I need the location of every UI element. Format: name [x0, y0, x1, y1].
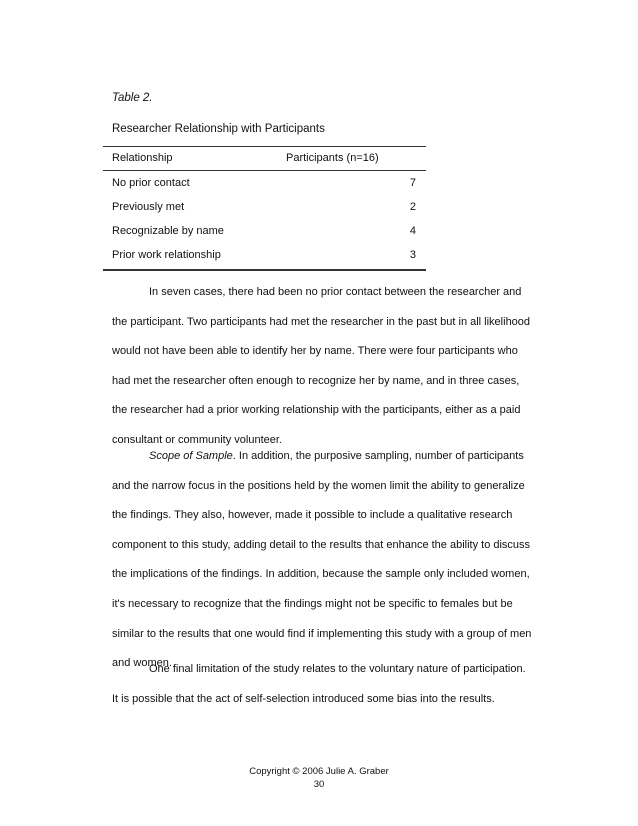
- table-row-label: No prior contact: [112, 177, 190, 189]
- page-number: 30: [313, 779, 325, 790]
- table-header-participants: Participants (n=16): [286, 152, 379, 164]
- table-title: Researcher Relationship with Participants: [112, 123, 325, 135]
- table-row-label: Recognizable by name: [112, 225, 224, 237]
- table-row-value: 7: [409, 177, 416, 189]
- paragraph-text: . In addition, the purposive sampling, number of participants and the narrow focus in the positions held by the women limit the ability to generalize the findings. They also, however, made it possible to include a qualitative research component to this study, adding detail to the results that enhance the ability to discuss the implications of the findings. In addition, because the sample only included women, it's necessary to recognize that the findings might not be specific to females but be similar to the results that one would find if implementing this study with a group of men and women.: [112, 450, 532, 670]
- table-header-relationship: Relationship: [112, 152, 173, 164]
- table-row-value: 2: [409, 201, 416, 213]
- table-row-value: 4: [409, 225, 416, 237]
- table-row-label: Previously met: [112, 201, 185, 213]
- table-number: Table 2.: [112, 92, 153, 104]
- paragraph-scope-of-sample: [112, 442, 532, 679]
- table-bottom-rule: [103, 269, 426, 271]
- table-top-rule: [103, 146, 426, 147]
- table-header-rule: [103, 170, 426, 171]
- footer-copyright: Copyright © 2006 Julie A. Graber: [249, 766, 389, 777]
- paragraph-text: One final limitation of the study relates to the voluntary nature of participation. It is possible that the act of self-selection introduced some bias into the results.: [112, 663, 526, 705]
- paragraph-prior-contact: [112, 278, 532, 456]
- paragraph-heading: Scope of Sample: [149, 450, 233, 462]
- table-row-label: Prior work relationship: [112, 249, 221, 261]
- paragraph-final-limitation: [112, 655, 532, 714]
- table-row-value: 3: [409, 249, 416, 261]
- paragraph-text: In seven cases, there had been no prior contact between the researcher and the participant. Two participants had met the researcher in the past but in all likelihood would not have been able to identify her by name. There were four participants who had met the researcher often enough to recognize her by name, and in three cases, the researcher had a prior working relationship with the participants, either as a paid consultant or community volunteer.: [112, 286, 531, 446]
